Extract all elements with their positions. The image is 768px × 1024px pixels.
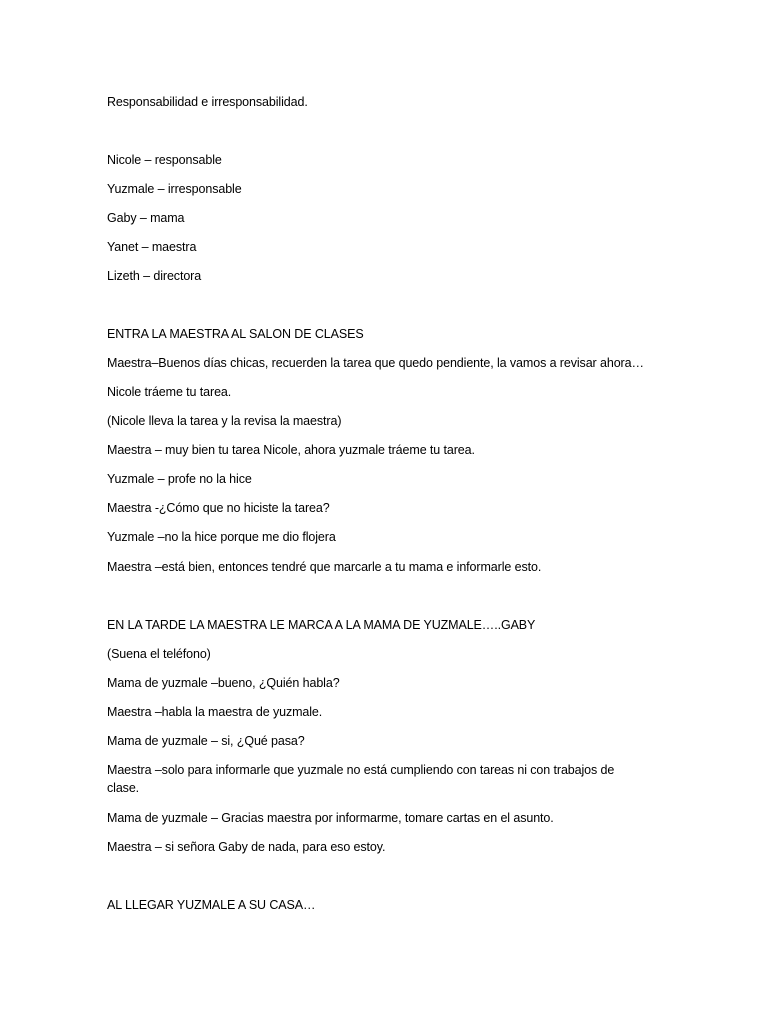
dialogue-line: Maestra –está bien, entonces tendré que marcarle a tu mama e informarle esto. <box>107 560 542 574</box>
scene-heading: AL LLEGAR YUZMALE A SU CASA… <box>107 898 316 912</box>
document-title: Responsabilidad e irresponsabilidad. <box>107 95 308 109</box>
scene-heading: EN LA TARDE LA MAESTRA LE MARCA A LA MAMA DE YUZMALE…..GABY <box>107 618 536 632</box>
dialogue-line: Yuzmale – profe no la hice <box>107 472 252 486</box>
dialogue-line: Maestra -¿Cómo que no hiciste la tarea? <box>107 501 330 515</box>
dialogue-line: Mama de yuzmale – si, ¿Qué pasa? <box>107 734 305 748</box>
dialogue-line: Yuzmale –no la hice porque me dio flojera <box>107 530 336 544</box>
cast-item-yanet: Yanet – maestra <box>107 240 197 254</box>
dialogue-line: Maestra –solo para informarle que yuzmale no está cumpliendo con tareas ni con trabajos de clase. <box>107 763 615 795</box>
cast-item-lizeth: Lizeth – directora <box>107 269 202 283</box>
dialogue-line: Maestra – si señora Gaby de nada, para eso estoy. <box>107 840 386 854</box>
scene-heading: ENTRA LA MAESTRA AL SALON DE CLASES <box>107 327 364 341</box>
dialogue-line: Nicole tráeme tu tarea. <box>107 385 232 399</box>
cast-item-nicole: Nicole – responsable <box>107 153 222 167</box>
cast-item-yuzmale: Yuzmale – irresponsable <box>107 182 242 196</box>
dialogue-line: Maestra – muy bien tu tarea Nicole, ahora yuzmale tráeme tu tarea. <box>107 443 475 457</box>
dialogue-line: Maestra–Buenos días chicas, recuerden la tarea que quedo pendiente, la vamos a revisar ahora… <box>107 356 644 370</box>
stage-direction: (Nicole lleva la tarea y la revisa la maestra) <box>107 414 342 428</box>
dialogue-line: Maestra –habla la maestra de yuzmale. <box>107 705 323 719</box>
stage-direction: (Suena el teléfono) <box>107 647 211 661</box>
cast-item-gaby: Gaby – mama <box>107 211 185 225</box>
dialogue-line: Mama de yuzmale – Gracias maestra por informarme, tomare cartas en el asunto. <box>107 811 554 825</box>
dialogue-line: Mama de yuzmale –bueno, ¿Quién habla? <box>107 676 340 690</box>
